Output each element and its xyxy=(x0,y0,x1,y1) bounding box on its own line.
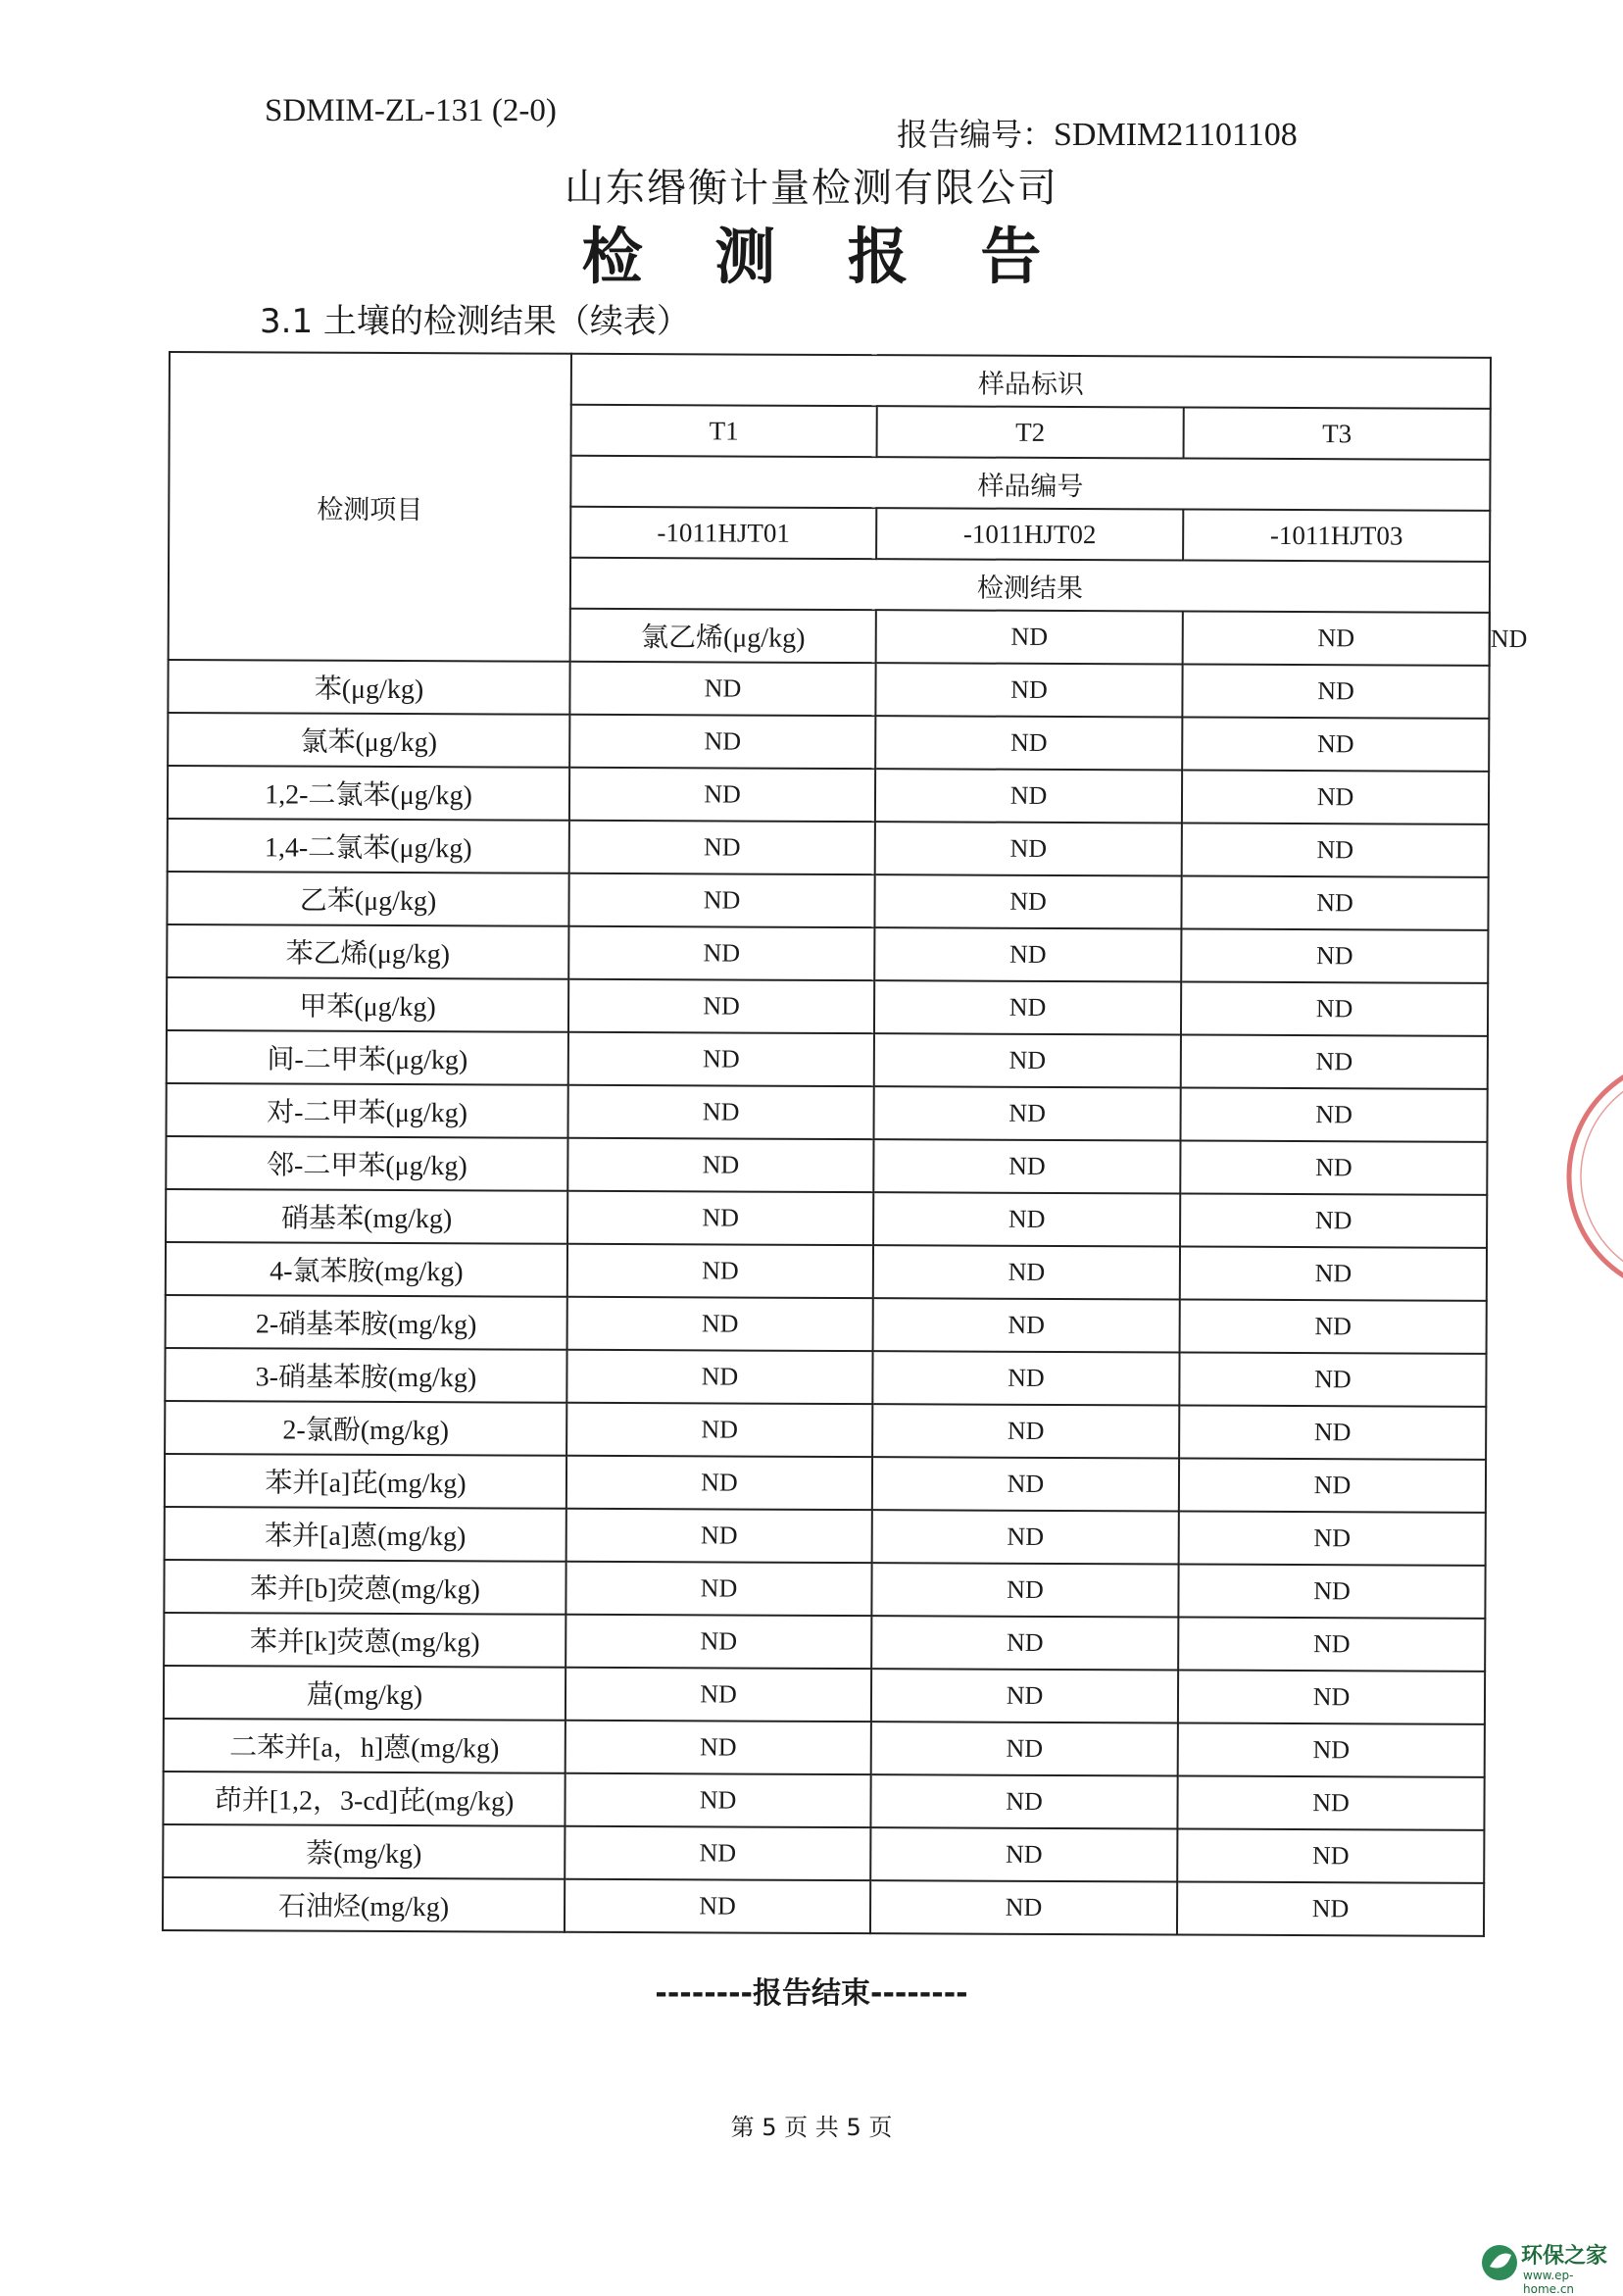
table-row xyxy=(163,1877,1484,1936)
result-value-t1: ND xyxy=(567,1297,873,1351)
item-name: 苯(μg/kg) xyxy=(168,660,569,715)
result-value-t3: ND xyxy=(1181,1035,1488,1089)
header-row-sample-id-label xyxy=(170,352,1491,409)
table-row xyxy=(168,713,1489,772)
table-row xyxy=(164,1666,1485,1724)
table-row xyxy=(163,1824,1484,1883)
item-name: 茚并[1,2，3-cd]芘(mg/kg) xyxy=(163,1772,565,1826)
table-row xyxy=(165,1507,1486,1566)
result-value-t3: ND xyxy=(1182,665,1489,719)
result-value-t3: ND xyxy=(1179,1459,1486,1513)
result-value-t1: ND xyxy=(565,1826,870,1880)
sample-id-t3: T3 xyxy=(1184,408,1491,460)
result-value-t3: ND xyxy=(1182,771,1489,824)
logo-url: www.ep-home.cn xyxy=(1523,2269,1623,2296)
sample-id-t2: T2 xyxy=(877,406,1184,458)
result-value-t2: ND xyxy=(870,1774,1177,1828)
result-value-t1: ND xyxy=(876,610,1183,664)
result-value-t3: ND xyxy=(1180,1141,1487,1195)
item-name: 硝基苯(mg/kg) xyxy=(166,1189,567,1244)
result-value-t1: ND xyxy=(568,926,874,980)
item-name: 1,4-二氯苯(μg/kg) xyxy=(168,819,569,873)
result-value-t1: ND xyxy=(566,1456,872,1510)
result-value-t2: ND xyxy=(870,1880,1177,1934)
report-number xyxy=(897,110,1298,155)
result-value-t2: ND xyxy=(875,822,1182,875)
table-row xyxy=(167,872,1488,930)
result-value-t1: ND xyxy=(566,1403,872,1457)
item-name: 4-氯苯胺(mg/kg) xyxy=(166,1242,567,1297)
seal-icon xyxy=(1564,1029,1623,1323)
table-row xyxy=(166,1295,1487,1354)
result-value-t1: ND xyxy=(565,1879,870,1933)
sample-no-2: -1011HJT02 xyxy=(876,508,1183,560)
result-value-t1: ND xyxy=(567,1191,873,1245)
report-number-label: 报告编号： xyxy=(897,116,1054,153)
result-value-t2: ND xyxy=(875,663,1182,717)
result-value-t3: ND xyxy=(1177,1776,1484,1830)
result-value-t2: ND xyxy=(873,1298,1180,1352)
result-value-t2: ND xyxy=(872,1404,1179,1458)
item-name: 间-二甲苯(μg/kg) xyxy=(167,1030,568,1085)
table-row xyxy=(165,1401,1486,1460)
result-value-t1: ND xyxy=(566,1562,871,1616)
result-value-t3: ND xyxy=(1179,1512,1486,1566)
result-value-t3: ND xyxy=(1179,1353,1486,1407)
table-row xyxy=(164,1560,1485,1619)
item-name: 对-二甲苯(μg/kg) xyxy=(167,1083,568,1138)
result-value-t3: ND xyxy=(1179,1406,1486,1460)
item-name: 䓛(mg/kg) xyxy=(164,1666,566,1721)
result-value-t2: ND xyxy=(874,980,1181,1034)
results-table xyxy=(162,351,1492,1937)
sample-no-1: -1011HJT01 xyxy=(570,507,876,559)
table-row xyxy=(163,1772,1484,1830)
logo-name: 环保之家 xyxy=(1521,2239,1607,2270)
watermark-logo xyxy=(1480,2237,1623,2288)
result-value-t1: ND xyxy=(569,768,875,822)
result-value-t1: ND xyxy=(567,1138,873,1192)
result-value-t2: ND xyxy=(873,1086,1180,1140)
item-name: 1,2-二氯苯(μg/kg) xyxy=(168,766,569,821)
result-value-t2: ND xyxy=(874,874,1181,928)
result-value-t3: ND xyxy=(1182,718,1489,772)
table-row xyxy=(167,1030,1488,1089)
result-value-t1: ND xyxy=(569,821,875,874)
result-value-t2: ND xyxy=(874,927,1181,981)
result-value-t1: ND xyxy=(569,662,875,716)
result-value-t3: ND xyxy=(1180,1088,1487,1142)
result-value-t1: ND xyxy=(566,1509,872,1563)
sample-no-3: -1011HJT03 xyxy=(1183,510,1490,562)
result-value-t1: ND xyxy=(566,1721,871,1774)
table-row xyxy=(164,1719,1485,1777)
item-header: 检测项目 xyxy=(169,352,571,662)
result-value-t1: ND xyxy=(566,1350,872,1404)
item-name: 苯并[a]蒽(mg/kg) xyxy=(165,1507,566,1562)
table-row xyxy=(167,1083,1488,1142)
company-name: 山东缗衡计量检测有限公司 xyxy=(0,157,1623,213)
item-name: 氯苯(μg/kg) xyxy=(168,713,569,768)
result-value-t3: ND xyxy=(1180,1300,1487,1354)
result-value-t1: ND xyxy=(569,715,875,769)
table-row xyxy=(165,1348,1486,1407)
result-label: 检测结果 xyxy=(570,558,1490,613)
result-value-t3: ND xyxy=(1181,982,1488,1036)
leaf-logo-icon xyxy=(1480,2243,1519,2282)
result-value-t3: ND xyxy=(1178,1565,1485,1619)
item-name: 苯并[a]芘(mg/kg) xyxy=(165,1454,566,1509)
item-name: 苯乙烯(μg/kg) xyxy=(167,924,568,979)
table-row xyxy=(165,1454,1486,1513)
sample-id-label: 样品标识 xyxy=(571,354,1491,409)
result-value-t1: ND xyxy=(565,1773,870,1827)
table-row xyxy=(168,819,1489,877)
table-row xyxy=(166,1189,1487,1248)
result-value-t3: ND xyxy=(1181,876,1488,930)
result-value-t3: ND xyxy=(1178,1618,1485,1672)
page-number: 第 5 页 共 5 页 xyxy=(0,2108,1623,2142)
item-name: 3-硝基苯胺(mg/kg) xyxy=(165,1348,566,1403)
table-row xyxy=(164,1613,1485,1672)
item-name: 二苯并[a，h]蒽(mg/kg) xyxy=(164,1719,566,1773)
table-row xyxy=(166,1136,1487,1195)
result-value-t2: ND xyxy=(874,1033,1181,1087)
item-name: 石油烃(mg/kg) xyxy=(163,1877,565,1932)
item-name: 2-硝基苯胺(mg/kg) xyxy=(166,1295,567,1350)
item-name: 苯并[b]荧蒽(mg/kg) xyxy=(164,1560,566,1615)
result-value-t1: ND xyxy=(566,1668,871,1722)
sample-no-label: 样品编号 xyxy=(570,456,1490,511)
result-value-t2: ND xyxy=(875,716,1182,770)
item-name: 乙苯(μg/kg) xyxy=(167,872,568,926)
result-value-t1: ND xyxy=(568,1085,874,1139)
item-name: 苯并[k]荧蒽(mg/kg) xyxy=(164,1613,566,1668)
result-value-t1: ND xyxy=(568,1032,874,1086)
result-value-t2: ND xyxy=(872,1510,1179,1564)
result-value-t3: ND xyxy=(1180,1194,1487,1248)
result-value-t2: ND xyxy=(875,769,1182,823)
result-value-t3: ND xyxy=(1180,1247,1487,1301)
item-name: 氯乙烯(μg/kg) xyxy=(570,609,876,663)
item-name: 邻-二甲苯(μg/kg) xyxy=(166,1136,567,1191)
result-value-t3: ND xyxy=(1181,929,1488,983)
result-value-t2: ND xyxy=(873,1245,1180,1299)
table-row xyxy=(167,977,1488,1036)
results-table-wrapper xyxy=(162,351,1490,1937)
result-value-t2: ND xyxy=(872,1351,1179,1405)
result-value-t3: ND xyxy=(1178,1671,1485,1724)
result-value-t2: ND xyxy=(871,1722,1178,1775)
result-value-t3: ND xyxy=(1177,1882,1484,1936)
result-value-t1: ND xyxy=(568,979,874,1033)
result-value-t1: ND xyxy=(568,873,874,927)
result-value-t3: ND xyxy=(1177,1829,1484,1883)
form-code: SDMIM-ZL-131 (2-0) xyxy=(265,93,557,129)
table-row xyxy=(168,766,1489,824)
table-row xyxy=(167,924,1488,983)
result-value-t2: ND xyxy=(871,1563,1178,1617)
table-row xyxy=(166,1242,1487,1301)
result-value-t1: ND xyxy=(566,1615,871,1669)
result-value-t2: ND xyxy=(872,1457,1179,1511)
result-value-t2: ND xyxy=(1183,612,1490,666)
result-value-t1: ND xyxy=(567,1244,873,1298)
red-seal-stamp xyxy=(1564,1029,1623,1323)
result-value-t2: ND xyxy=(870,1827,1177,1881)
item-name: 2-氯酚(mg/kg) xyxy=(165,1401,566,1456)
item-name: 甲苯(μg/kg) xyxy=(167,977,568,1032)
result-value-t2: ND xyxy=(873,1192,1180,1246)
report-end-mark: --------报告结束-------- xyxy=(0,1969,1623,2012)
item-name: 萘(mg/kg) xyxy=(163,1824,565,1879)
result-value-t2: ND xyxy=(871,1616,1178,1670)
section-title: 3.1 土壤的检测结果（续表） xyxy=(260,294,690,342)
result-value-t3: ND xyxy=(1178,1723,1485,1777)
result-value-t2: ND xyxy=(873,1139,1180,1193)
report-title: 检 测 报 告 xyxy=(0,208,1623,295)
result-value-t2: ND xyxy=(871,1669,1178,1722)
sample-id-t1: T1 xyxy=(571,405,877,457)
result-value-t3: ND xyxy=(1182,824,1489,877)
table-row xyxy=(168,660,1489,719)
report-number-value: SDMIM21101108 xyxy=(1054,117,1298,153)
